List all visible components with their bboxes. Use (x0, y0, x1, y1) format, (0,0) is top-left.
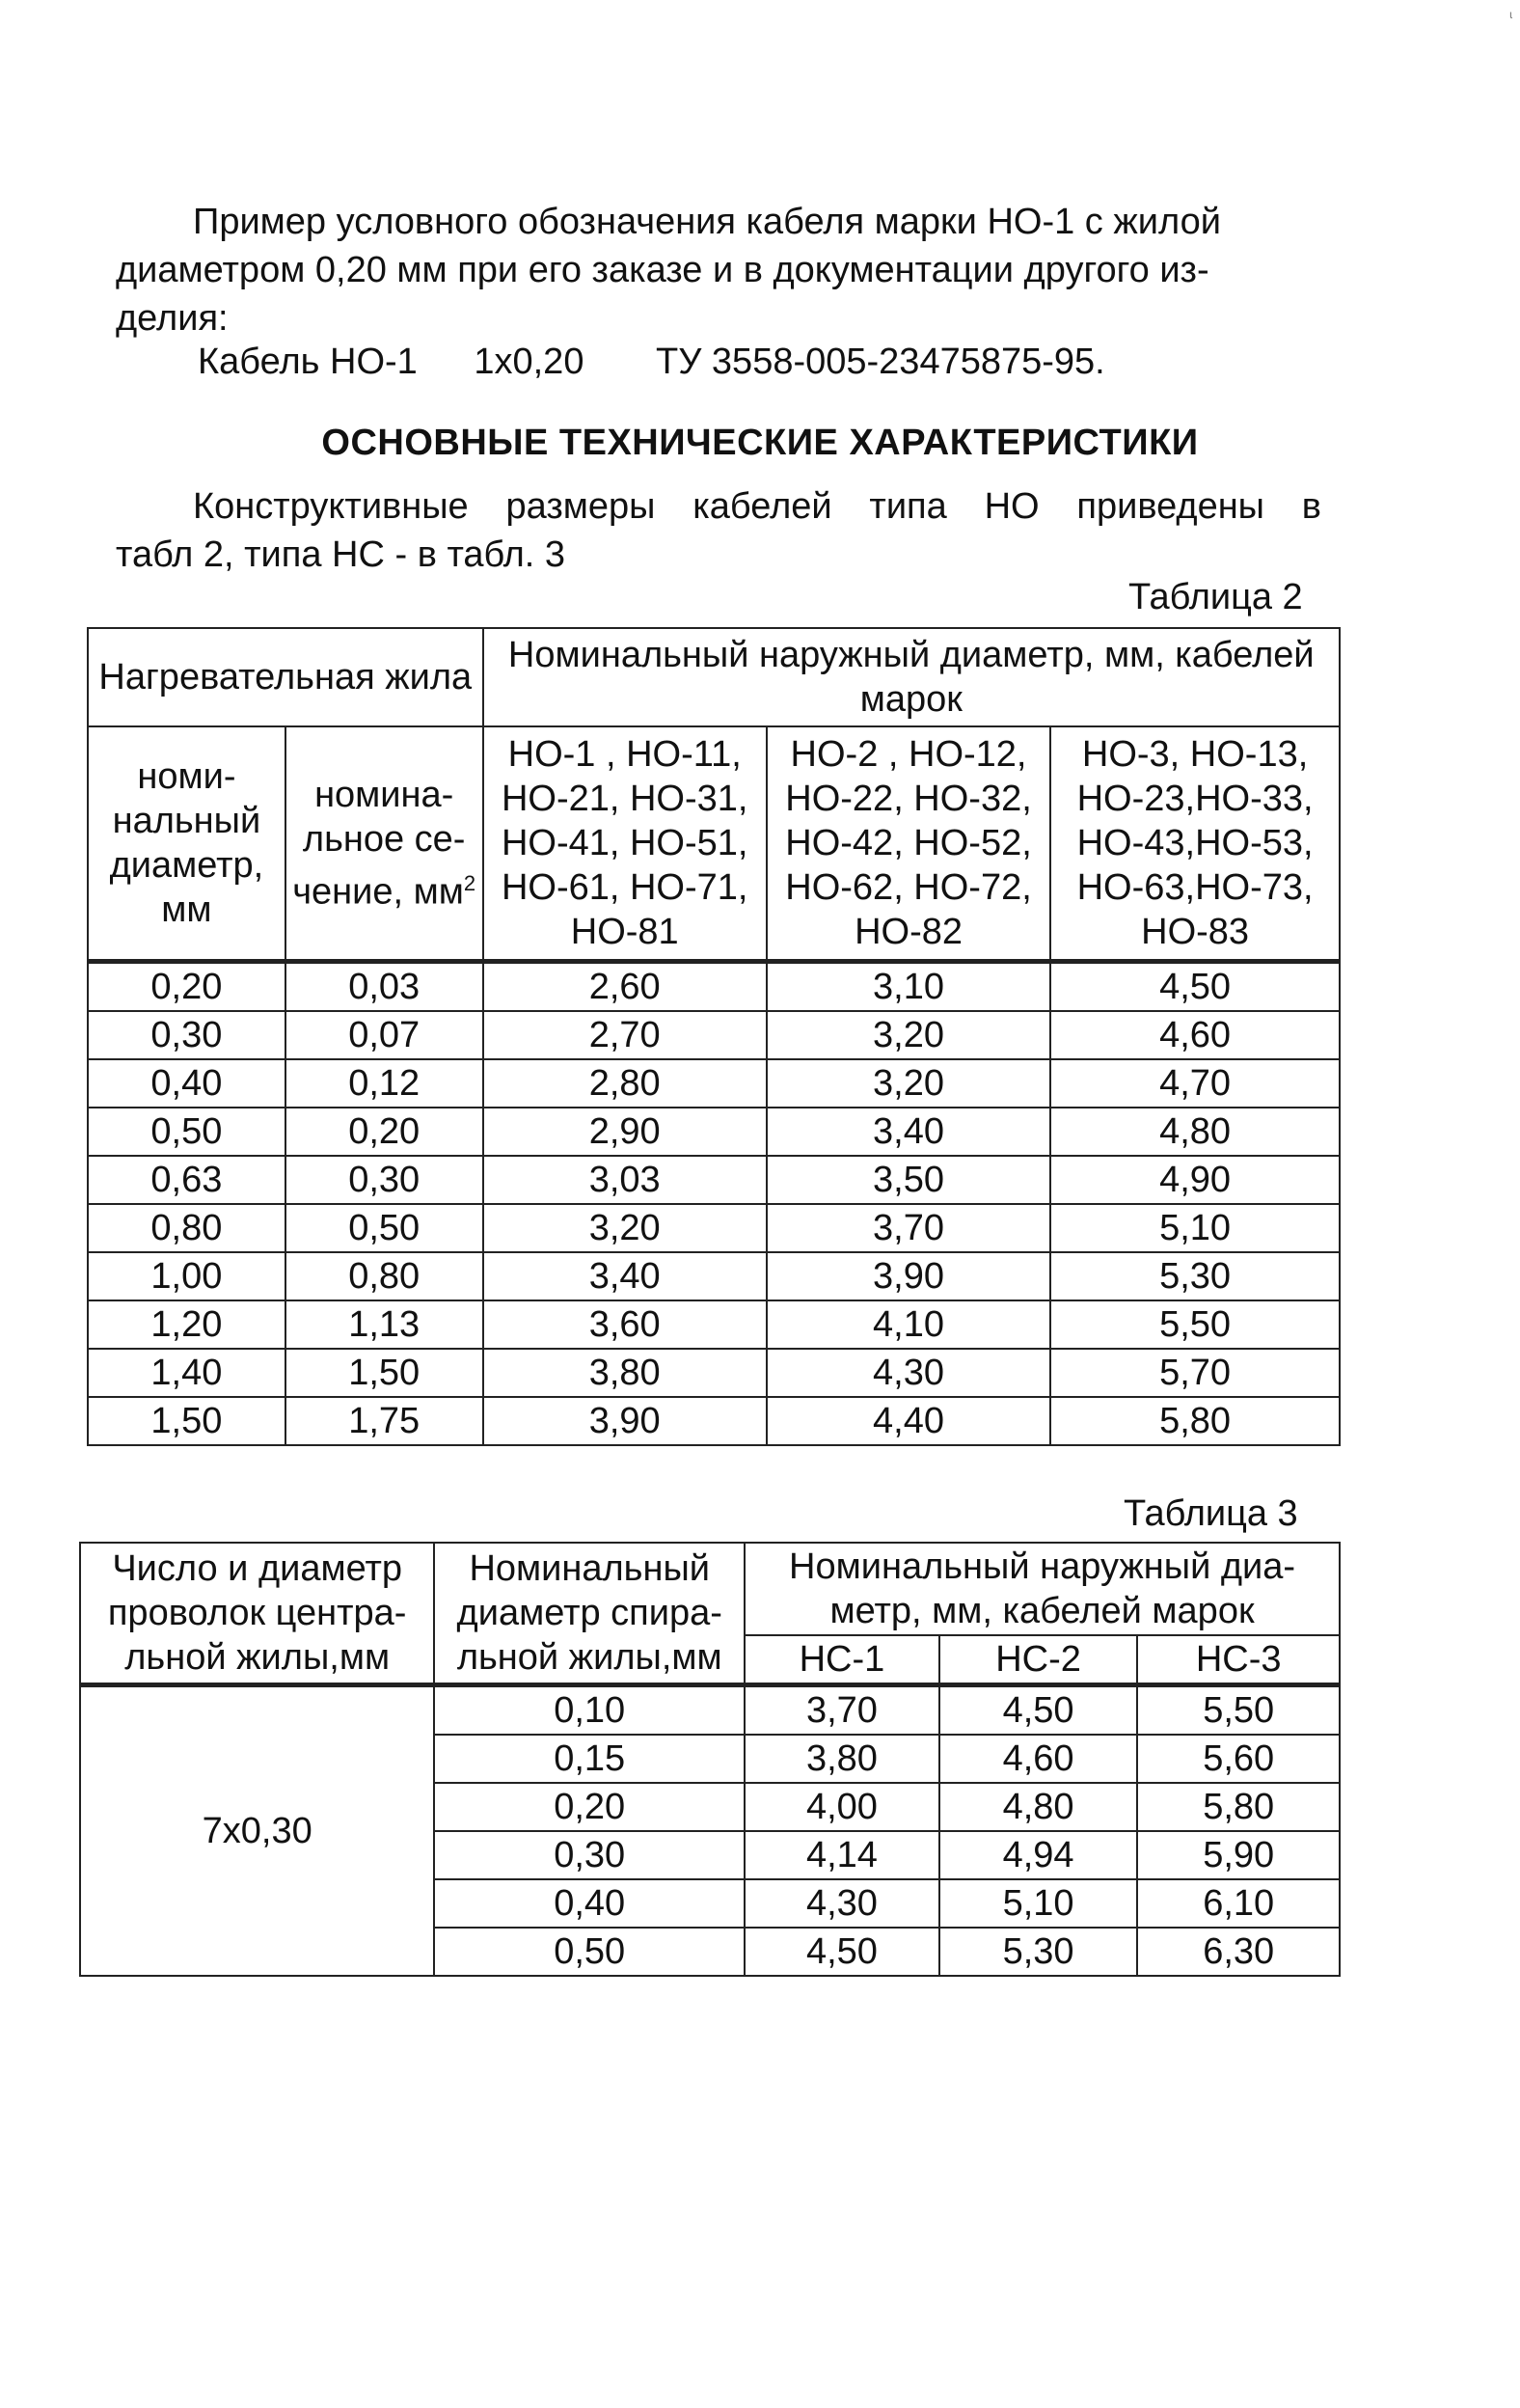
table3-cell: 4,30 (745, 1879, 939, 1928)
table2-col2-header (285, 726, 483, 962)
table2-cell: 3,40 (767, 1108, 1050, 1156)
table2-cell: 0,07 (285, 1011, 483, 1059)
table2-cell: 1,00 (88, 1252, 285, 1300)
table3-col1-header: Число и диаметр проволок центра- льной жилы,мм (80, 1543, 434, 1685)
table3-cell: 3,80 (745, 1735, 939, 1783)
table2-cell: 0,50 (88, 1108, 285, 1156)
table3-cell: 6,30 (1137, 1928, 1340, 1976)
table3-body (80, 1685, 1340, 1977)
table2-col1-header: номи- нальный диаметр, мм (88, 726, 285, 962)
intro-line-1: Пример условного обозначения кабеля марки НО-1 с жилой (193, 202, 1221, 242)
table2-group-header-left: Нагревательная жила (88, 628, 483, 726)
table3-cell: 5,80 (1137, 1783, 1340, 1831)
table3-cell: 3,70 (745, 1685, 939, 1736)
table2-cell: 3,20 (767, 1059, 1050, 1108)
table2-cell: 2,60 (483, 962, 767, 1012)
designation-name: Кабель НО-1 (198, 342, 418, 382)
section-title: ОСНОВНЫЕ ТЕХНИЧЕСКИЕ ХАРАКТЕРИСТИКИ (321, 423, 1199, 463)
table3-cell: 4,00 (745, 1783, 939, 1831)
table3-subheader-3: НС-3 (1137, 1635, 1340, 1685)
table2-col3-header: НО-1 , НО-11, НО-21, НО-31, НО-41, НО-51, НО-61, НО-71, НО-81 (483, 726, 767, 962)
table2-group-header-right: Номинальный наружный диаметр, мм, кабелей марок (483, 628, 1340, 726)
table3-merged-cell: 7х0,30 (80, 1685, 434, 1977)
table2-col2-superscript: 2 (463, 870, 476, 895)
table2-cell: 5,50 (1050, 1300, 1340, 1349)
table2-cell: 3,60 (483, 1300, 767, 1349)
table2-cell: 0,30 (88, 1011, 285, 1059)
table2-cell: 5,10 (1050, 1204, 1340, 1252)
table3-cell: 5,10 (939, 1879, 1138, 1928)
table2-col4-header: НО-2 , НО-12, НО-22, НО-32, НО-42, НО-52, НО-62, НО-72, НО-82 (767, 726, 1050, 962)
table2-cell: 0,20 (285, 1108, 483, 1156)
table2-cell: 4,40 (767, 1397, 1050, 1445)
table-3 (79, 1542, 1341, 1977)
designation-size: 1х0,20 (474, 342, 584, 382)
table-row (88, 1252, 1340, 1300)
table3-cell: 4,80 (939, 1783, 1138, 1831)
table3-cell: 5,50 (1137, 1685, 1340, 1736)
table-row (88, 1397, 1340, 1445)
table2-cell: 0,03 (285, 962, 483, 1012)
construction-line-2: табл 2, типа НС - в табл. 3 (116, 534, 566, 575)
table2-cell: 3,80 (483, 1349, 767, 1397)
table2-cell: 1,50 (88, 1397, 285, 1445)
table3-col2-header: Номинальный диаметр спира- льной жилы,мм (434, 1543, 745, 1685)
table2-cell: 3,20 (483, 1204, 767, 1252)
table3-cell: 5,90 (1137, 1831, 1340, 1879)
designation-example (198, 338, 1105, 386)
table2-cell: 3,20 (767, 1011, 1050, 1059)
table3-cell: 4,50 (745, 1928, 939, 1976)
table2-cell: 0,80 (88, 1204, 285, 1252)
table-row (88, 1108, 1340, 1156)
designation-spec: ТУ 3558-005-23475875-95. (656, 342, 1105, 382)
table3-cell: 0,30 (434, 1831, 745, 1879)
table-row (88, 962, 1340, 1012)
table2-cell: 0,80 (285, 1252, 483, 1300)
table2-cell: 4,50 (1050, 962, 1340, 1012)
table3-cell: 4,50 (939, 1685, 1138, 1736)
table3-cell: 4,14 (745, 1831, 939, 1879)
table2-caption: Таблица 2 (1128, 577, 1303, 617)
table3-group-header: Номинальный наружный диа- метр, мм, кабелей марок (745, 1543, 1340, 1635)
table2-cell: 1,75 (285, 1397, 483, 1445)
table-row (88, 1059, 1340, 1108)
table2-cell: 0,40 (88, 1059, 285, 1108)
table2-cell: 3,40 (483, 1252, 767, 1300)
table2-cell: 4,80 (1050, 1108, 1340, 1156)
table-row (88, 1204, 1340, 1252)
table2-cell: 2,80 (483, 1059, 767, 1108)
table2-cell: 3,90 (483, 1397, 767, 1445)
table2-cell: 2,70 (483, 1011, 767, 1059)
table2-cell: 0,30 (285, 1156, 483, 1204)
table2-cell: 3,50 (767, 1156, 1050, 1204)
table3-subheader-1: НС-1 (745, 1635, 939, 1685)
intro-line-3: делия: (116, 298, 229, 339)
table2-cell: 1,13 (285, 1300, 483, 1349)
table2-col2-label: номина- льное се- чение, мм (292, 774, 466, 913)
table-2 (87, 627, 1341, 1446)
table3-caption: Таблица 3 (1124, 1493, 1298, 1534)
table2-cell: 3,90 (767, 1252, 1050, 1300)
table3-cell: 5,30 (939, 1928, 1138, 1976)
table3-cell: 4,60 (939, 1735, 1138, 1783)
table2-col5-header: НО-3, НО-13, НО-23,НО-33, НО-43,НО-53, НО-63,НО-73, НО-83 (1050, 726, 1340, 962)
table2-cell: 4,10 (767, 1300, 1050, 1349)
table3-cell: 6,10 (1137, 1879, 1340, 1928)
table2-cell: 0,20 (88, 962, 285, 1012)
intro-line-2: диаметром 0,20 мм при его заказе и в документации другого из- (116, 250, 1209, 290)
table3-cell: 4,94 (939, 1831, 1138, 1879)
table2-cell: 4,60 (1050, 1011, 1340, 1059)
corner-mark: ɩ (1509, 8, 1512, 21)
table2-body (88, 962, 1340, 1446)
table3-cell: 0,15 (434, 1735, 745, 1783)
table2-cell: 4,90 (1050, 1156, 1340, 1204)
table2-cell: 0,63 (88, 1156, 285, 1204)
table3-cell: 0,40 (434, 1879, 745, 1928)
table-row (88, 1300, 1340, 1349)
table-row (88, 1011, 1340, 1059)
table2-cell: 0,50 (285, 1204, 483, 1252)
table2-cell: 3,03 (483, 1156, 767, 1204)
table2-cell: 5,80 (1050, 1397, 1340, 1445)
table2-cell: 5,70 (1050, 1349, 1340, 1397)
intro-paragraph (116, 198, 1312, 342)
table-row (80, 1685, 1340, 1736)
table-row (88, 1156, 1340, 1204)
table2-cell: 0,12 (285, 1059, 483, 1108)
table2-cell: 1,50 (285, 1349, 483, 1397)
table2-cell: 1,20 (88, 1300, 285, 1349)
table3-cell: 5,60 (1137, 1735, 1340, 1783)
table2-cell: 5,30 (1050, 1252, 1340, 1300)
table2-cell: 3,10 (767, 962, 1050, 1012)
table3-cell: 0,20 (434, 1783, 745, 1831)
table3-cell: 0,10 (434, 1685, 745, 1736)
construction-paragraph (116, 482, 1321, 579)
table3-cell: 0,50 (434, 1928, 745, 1976)
table-row (88, 1349, 1340, 1397)
construction-line-1: Конструктивные размеры кабелей типа НО приведены в (193, 486, 1321, 527)
table2-cell: 4,70 (1050, 1059, 1340, 1108)
table2-cell: 4,30 (767, 1349, 1050, 1397)
table2-cell: 1,40 (88, 1349, 285, 1397)
table2-cell: 2,90 (483, 1108, 767, 1156)
table2-cell: 3,70 (767, 1204, 1050, 1252)
table3-subheader-2: НС-2 (939, 1635, 1138, 1685)
